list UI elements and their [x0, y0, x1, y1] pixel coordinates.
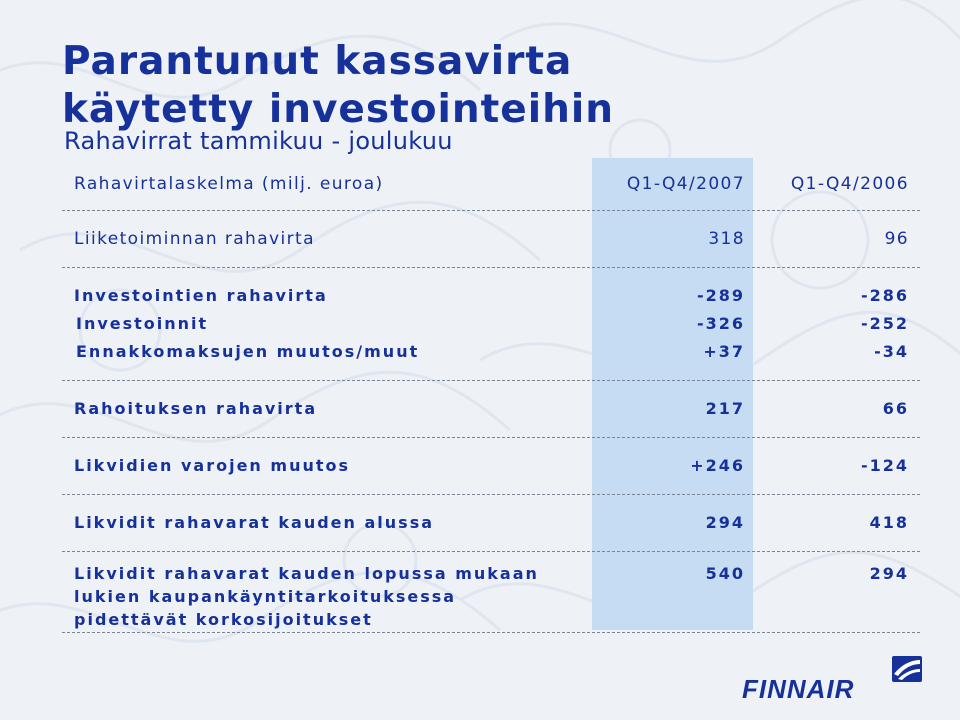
row-label: Investointien rahavirta	[74, 286, 328, 305]
row-value-2006: 418	[869, 513, 909, 532]
row-value-2006: -34	[874, 342, 909, 361]
row-label: Ennakkomaksujen muutos/muut	[76, 342, 420, 361]
table-row	[62, 552, 920, 633]
table-row-group	[62, 268, 920, 381]
row-value-2007: -289	[696, 286, 745, 305]
title-line-2: käytetty investointeihin	[62, 87, 615, 132]
cash-flow-table	[62, 158, 920, 633]
row-value-2007: 318	[708, 229, 745, 249]
table-row	[62, 438, 920, 495]
header-col-2006: Q1-Q4/2006	[790, 174, 909, 194]
row-value-2007: 294	[705, 513, 745, 532]
table-header-row	[62, 158, 920, 211]
row-value-2007: 217	[705, 399, 745, 418]
row-value-2007: -326	[696, 314, 745, 333]
row-label: Rahoituksen rahavirta	[74, 399, 318, 418]
header-col-2007: Q1-Q4/2007	[626, 174, 745, 194]
row-value-2007: +37	[703, 342, 745, 361]
row-value-2006: -286	[860, 286, 909, 305]
row-value-2006: -124	[860, 456, 909, 475]
finnair-logo	[742, 652, 930, 704]
row-label: Likvidien varojen muutos	[74, 456, 351, 475]
row-value-2006: 294	[869, 564, 909, 583]
page-title	[62, 38, 614, 134]
row-value-2007: +246	[690, 456, 745, 475]
row-label: Likvidit rahavarat kauden alussa	[74, 513, 435, 532]
table-row	[62, 495, 920, 552]
row-value-2006: -252	[860, 314, 909, 333]
header-label: Rahavirtalaskelma (milj. euroa)	[74, 174, 384, 194]
table-row	[62, 211, 920, 268]
row-value-2006: 96	[884, 229, 909, 249]
row-label: Investoinnit	[76, 314, 209, 333]
page-subtitle: Rahavirrat tammikuu - joulukuu	[64, 127, 453, 155]
table-row	[62, 381, 920, 438]
logo-wordmark: FINNAIR	[742, 674, 855, 704]
row-value-2006: 66	[882, 399, 909, 418]
row-label: Liiketoiminnan rahavirta	[74, 229, 315, 249]
row-value-2007: 540	[705, 564, 745, 583]
row-label: Likvidit rahavarat kauden lopussa mukaan lukien kaupankäyntitarkoituksessa pidettävät korkosijoitukset	[74, 564, 539, 629]
title-line-1: Parantunut kassavirta	[62, 39, 573, 84]
logo-emblem	[892, 656, 922, 682]
